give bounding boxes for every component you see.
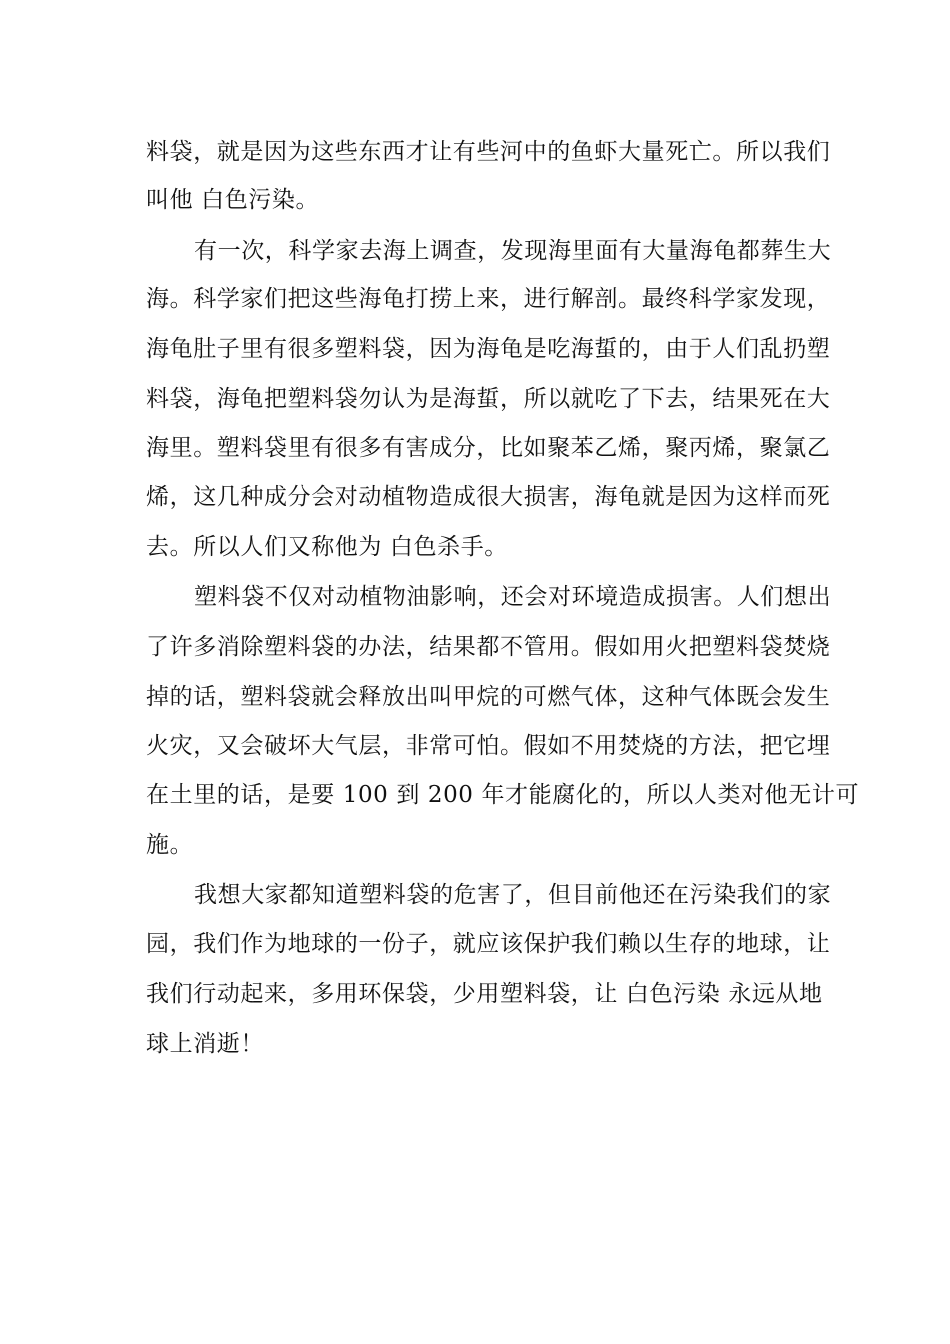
paragraph-first-line: 有一次，科学家去海上调查，发现海里面有大量海龟都葬生大: [194, 238, 832, 264]
text-line: 了许多消除塑料袋的办法，结果都不管用。假如用火把塑料袋焚烧: [146, 634, 831, 660]
text-line: 掉的话，塑料袋就会释放出叫甲烷的可燃气体，这种气体既会发生: [146, 684, 831, 710]
text-line: 料袋，海龟把塑料袋勿认为是海蜇，所以就吃了下去，结果死在大: [146, 386, 831, 412]
text-line: 在土里的话，是要 100 到 200 年才能腐化的，所以人类对他无计可: [146, 782, 860, 808]
text-line: 我们行动起来，多用环保袋，少用塑料袋，让 白色污染 永远从地: [146, 981, 823, 1007]
text-line: 海里。塑料袋里有很多有害成分，比如聚苯乙烯，聚丙烯，聚氯乙: [146, 435, 831, 461]
text-line: 料袋，就是因为这些东西才让有些河中的鱼虾大量死亡。所以我们: [146, 139, 831, 165]
text-line: 去。所以人们又称他为 白色杀手。: [146, 534, 508, 560]
text-line: 海。科学家们把这些海龟打捞上来，进行解剖。最终科学家发现，: [146, 286, 831, 312]
text-line: 施。: [146, 832, 194, 858]
text-line: 火灾，又会破坏大气层，非常可怕。假如不用焚烧的方法，把它埋: [146, 733, 831, 759]
paragraph-first-line: 我想大家都知道塑料袋的危害了，但目前他还在污染我们的家: [194, 882, 832, 908]
text-line: 园，我们作为地球的一份子，就应该保护我们赖以生存的地球，让: [146, 931, 831, 957]
paragraph-first-line: 塑料袋不仅对动植物油影响，还会对环境造成损害。人们想出: [194, 584, 832, 610]
text-line: 球上消逝！: [146, 1031, 264, 1057]
text-line: 烯，这几种成分会对动植物造成很大损害，海龟就是因为这样而死: [146, 484, 831, 510]
text-line: 叫他 白色污染。: [146, 187, 320, 213]
text-line: 海龟肚子里有很多塑料袋，因为海龟是吃海蜇的，由于人们乱扔塑: [146, 336, 831, 362]
